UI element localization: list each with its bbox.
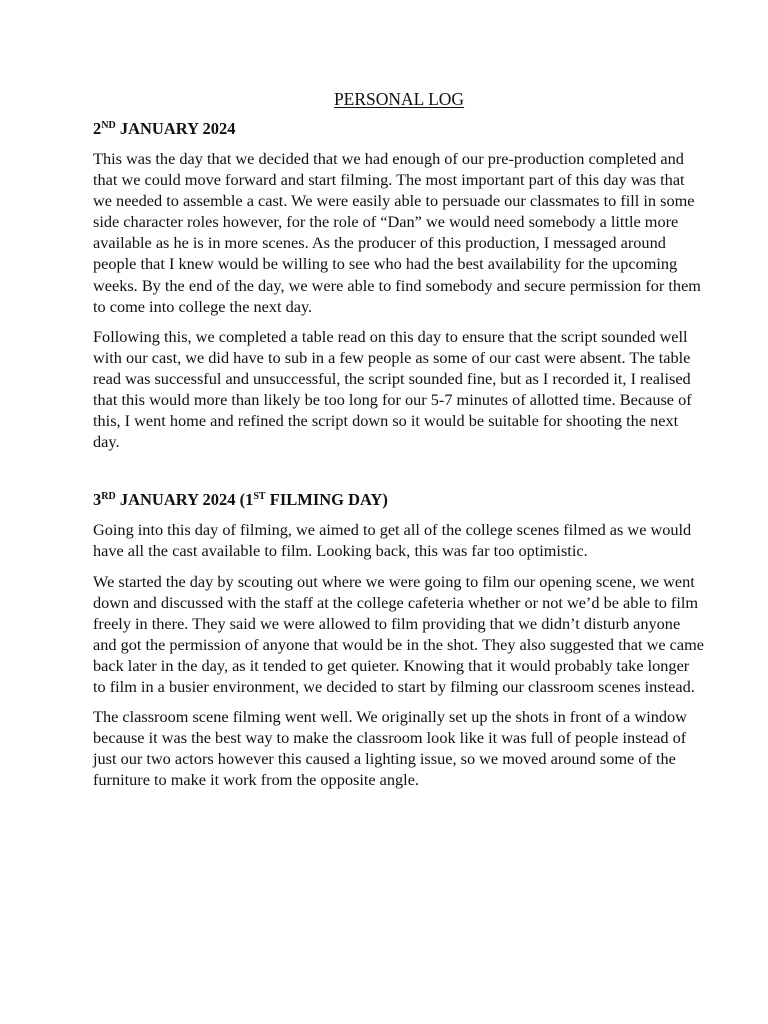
log-entry-2nd-january — [93, 118, 705, 452]
section-spacer — [93, 461, 705, 489]
heading-date: JANUARY 2024 (1 — [115, 490, 254, 510]
document-page — [93, 86, 705, 799]
paragraph: This was the day that we decided that we had enough of our pre-production completed and that we could move forward and start filming. The most important part of this day was that we needed to assemble a cast. We were easily able to persuade our classmates to fill in some side character roles however, for the role of “Dan” we would need somebody a little more available as he is in more scenes. As the producer of this production, I messaged around people that I knew would be willing to see who had the best availability for the upcoming weeks. By the end of the day, we were able to find somebody and secure permission for them to come into college the next day. — [93, 149, 701, 316]
section-heading — [93, 118, 705, 140]
section-heading — [93, 489, 705, 511]
paragraph: The classroom scene filming went well. We originally set up the shots in front of a window because it was the best way to make the classroom look like it was full of people instead of just our two actors however this caused a lighting issue, so we moved around some of the furniture to make it work from the opposite angle. — [93, 707, 687, 790]
heading-ordinal-suffix: RD — [101, 491, 116, 503]
heading-day: 2 — [93, 119, 102, 138]
paragraph: Following this, we completed a table read on this day to ensure that the script sounded well with our cast, we did have to sub in a few people as some of our cast were absent. The table read was successful and unsuccessful, the script sounded fine, but as I recorded it, I realised that this would more than likely be too long for our 5-7 minutes of allotted time. Because of this, I went home and refined the script down so it would be suitable for shooting the next day. — [93, 326, 692, 452]
paragraph: We started the day by scouting out where we were going to film our opening scene, we went down and discussed with the staff at the college cafeteria whether or not we’d be able to film freely in there. They said we were allowed to film providing that we didn’t disturb anyone and got the permission of anyone that would be in the shot. They also suggested that we came back later in the day, as it tended to get quieter. Knowing that it would probably take longer to film in a busier environment, we decided to start by filming our classroom scenes instead. — [93, 571, 705, 696]
heading-ordinal-suffix: ND — [101, 120, 116, 131]
heading-day: 3 — [93, 490, 102, 510]
heading-suffix: FILMING DAY) — [265, 490, 388, 510]
heading-ordinal-suffix: ST — [253, 491, 266, 503]
paragraph: Going into this day of filming, we aimed to get all of the college scenes filmed as we would have all the cast available to film. Looking back, this was far too optimistic. — [93, 520, 692, 561]
heading-date: JANUARY 2024 — [115, 119, 236, 138]
log-entry-3rd-january — [93, 489, 705, 790]
document-title: PERSONAL LOG — [333, 89, 465, 109]
